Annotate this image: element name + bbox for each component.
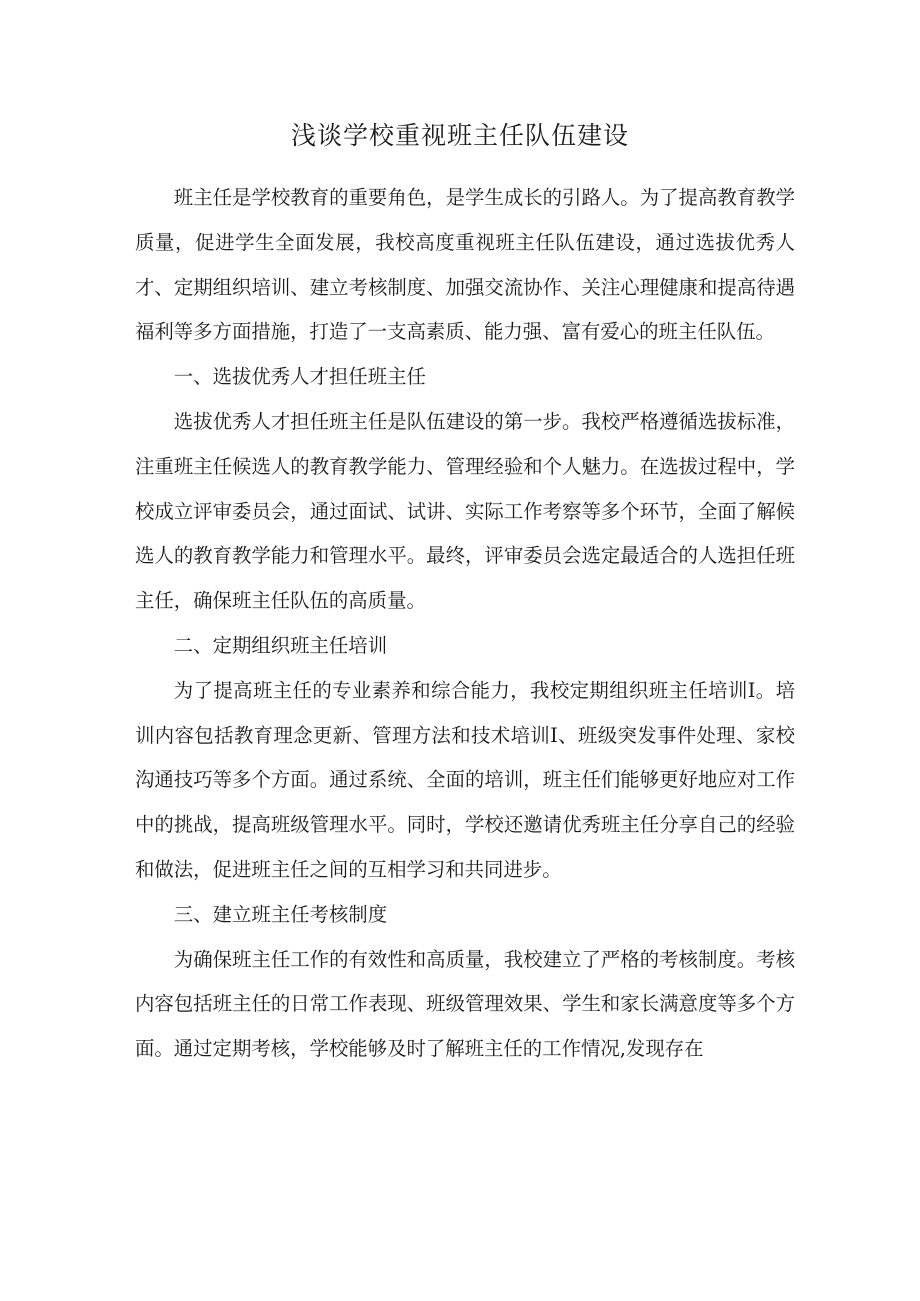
document-body — [135, 176, 795, 1072]
page-title: 浅谈学校重视班主任队伍建设 — [290, 121, 629, 150]
section-paragraph-3: 为确保班主任工作的有效性和高质量，我校建立了严格的考核制度。考核内容包括班主任的日常工作表现、班级管理效果、学生和家长满意度等多个方面。通过定期考核，学校能够及时了解班主任的工作情况,发现存在 — [135, 947, 795, 1061]
section-paragraph-1: 选拔优秀人才担任班主任是队伍建设的第一步。我校严格遵循选拔标准，注重班主任候选人的教育教学能力、管理经验和个人魅力。在选拔过程中，学校成立评审委员会，通过面试、试讲、实际工作考察等多个环节，全面了解候选人的教育教学能力和管理水平。最终，评审委员会选定最适合的人选担任班主任，确保班主任队伍的高质量。 — [135, 409, 795, 613]
section-heading-2: 二、定期组织班主任培训 — [173, 633, 388, 657]
section-paragraph-2: 为了提高班主任的专业素养和综合能力，我校定期组织班主任培训I。培训内容包括教育理念更新、管理方法和技术培训I、班级突发事件处理、家校沟通技巧等多个方面。通过系统、全面的培训，班主任们能够更好地应对工作中的挑战，提高班级管理水平。同时，学校还邀请优秀班主任分享自己的经验和做法，促进班主任之间的互相学习和共同进步。 — [135, 678, 795, 881]
section-heading-3: 三、建立班主任考核制度 — [173, 902, 388, 926]
section-heading-1: 一、选拔优秀人才担任班主任 — [173, 365, 426, 389]
intro-paragraph: 班主任是学校教育的重要角色，是学生成长的引路人。为了提高教育教学质量，促进学生全面发展，我校高度重视班主任队伍建设，通过选拔优秀人才、定期组织培训、建立考核制度、加强交流协作、关注心理健康和提高待遇福利等多方面措施，打造了一支高素质、能力强、富有爱心的班主任队伍。 — [135, 186, 795, 344]
